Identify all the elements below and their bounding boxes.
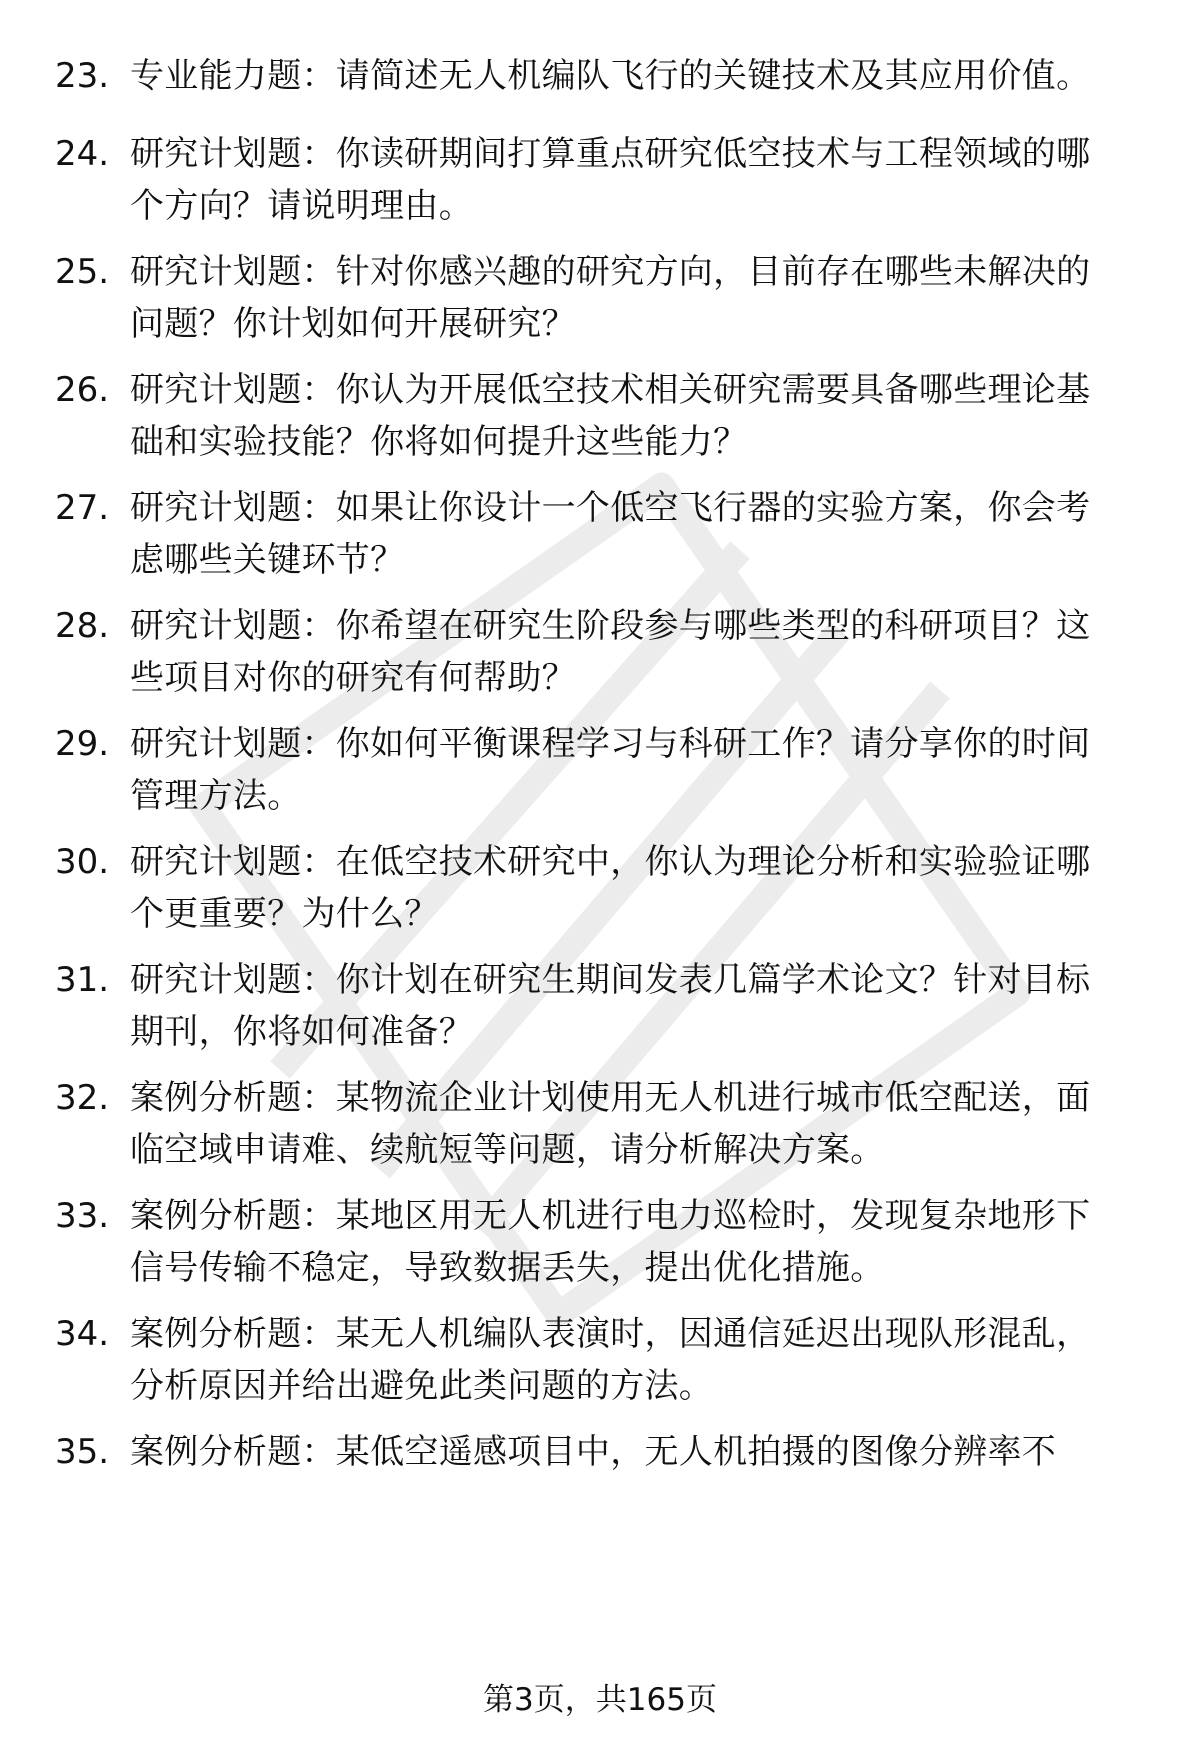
question-text [130,836,1140,940]
question-line: 研究计划题：你读研期间打算重点研究低空技术与工程领域的哪 [130,134,1091,174]
question-line: 信号传输不稳定，导致数据丢失，提出优化措施。 [130,1248,885,1288]
question-number: 25. [55,252,110,292]
question-text [130,954,1140,1058]
question-line: 案例分析题：某地区用无人机进行电力巡检时，发现复杂地形下 [130,1196,1091,1236]
question-line: 案例分析题：某物流企业计划使用无人机进行城市低空配送，面 [130,1078,1091,1118]
question-number: 26. [55,370,110,410]
question-line: 础和实验技能？你将如何提升这些能力？ [130,422,748,462]
question-line: 问题？你计划如何开展研究？ [130,304,576,344]
question-line: 研究计划题：如果让你设计一个低空飞行器的实验方案，你会考 [130,488,1091,528]
question-line: 研究计划题：你计划在研究生期间发表几篇学术论文？针对目标 [130,960,1091,1000]
question-text [130,1308,1140,1412]
question-number: 35. [55,1432,110,1472]
question-line: 案例分析题：某无人机编队表演时，因通信延迟出现队形混乱， [130,1314,1091,1354]
question-line: 分析原因并给出避免此类问题的方法。 [130,1366,714,1406]
question-text [130,1426,1140,1478]
question-text [130,600,1140,704]
question-number: 24. [55,134,110,174]
question-line: 些项目对你的研究有何帮助？ [130,658,576,698]
question-number: 33. [55,1196,110,1236]
question-line: 临空域申请难、续航短等问题，请分析解决方案。 [130,1130,885,1170]
question-line: 期刊，你将如何准备？ [130,1012,473,1052]
question-number: 23. [55,56,110,96]
question-line: 案例分析题：某低空遥感项目中，无人机拍摄的图像分辨率不 [130,1432,1057,1472]
question-line: 研究计划题：你认为开展低空技术相关研究需要具备哪些理论基 [130,370,1091,410]
question-text [130,364,1140,468]
question-line: 专业能力题：请简述无人机编队飞行的关键技术及其应用价值。 [130,56,1091,96]
question-line: 研究计划题：你如何平衡课程学习与科研工作？请分享你的时间 [130,724,1091,764]
question-text [130,482,1140,586]
question-number: 32. [55,1078,110,1118]
question-number: 31. [55,960,110,1000]
question-line: 管理方法。 [130,776,302,816]
question-text [130,246,1140,350]
question-number: 34. [55,1314,110,1354]
question-line: 个更重要？为什么？ [130,894,439,934]
question-line: 个方向？请说明理由。 [130,186,473,226]
question-text [130,128,1140,232]
question-text [130,1072,1140,1176]
question-number: 29. [55,724,110,764]
page-footer: 第3页，共165页 [483,1682,717,1718]
question-text [130,1190,1140,1294]
question-line: 虑哪些关键环节？ [130,540,405,580]
question-line: 研究计划题：你希望在研究生阶段参与哪些类型的科研项目？这 [130,606,1091,646]
question-text [130,50,1140,102]
question-line: 研究计划题：针对你感兴趣的研究方向，目前存在哪些未解决的 [130,252,1091,292]
question-number: 30. [55,842,110,882]
question-number: 27. [55,488,110,528]
question-text [130,718,1140,822]
question-number: 28. [55,606,110,646]
question-line: 研究计划题：在低空技术研究中，你认为理论分析和实验验证哪 [130,842,1091,882]
